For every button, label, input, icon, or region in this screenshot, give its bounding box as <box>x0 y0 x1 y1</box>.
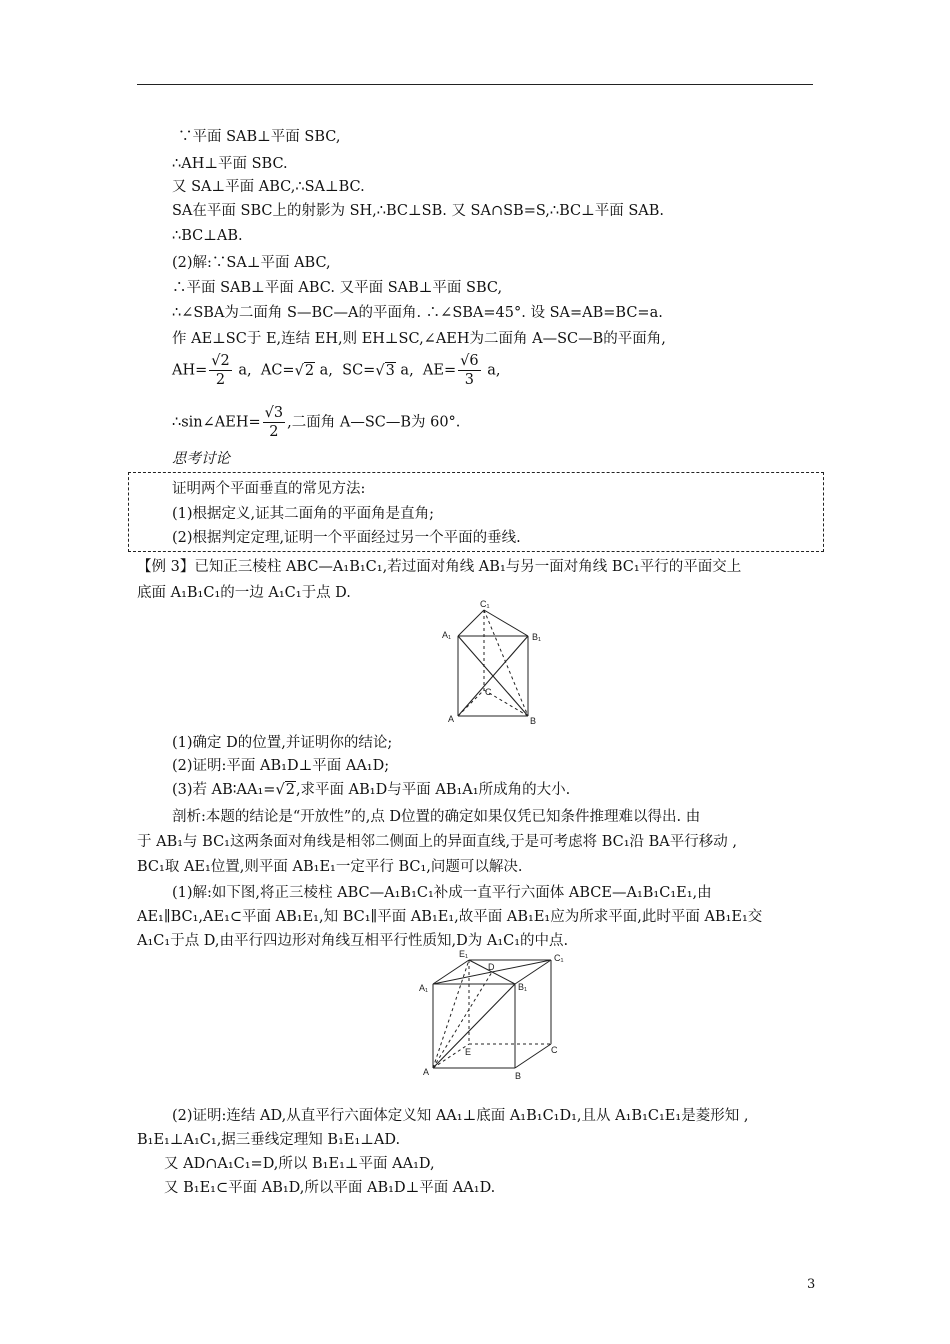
radical: √2 <box>275 782 295 798</box>
question-line: (2)证明:平面 AB₁D⊥平面 AA₁D; <box>172 758 390 774</box>
discussion-title: 思考讨论 <box>172 451 230 467</box>
formula-sc-label: SC= <box>342 362 376 379</box>
text-line: ∴∠SBA为二面角 S—BC—A的平面角. ∴∠SBA=45°. 设 SA=AB=BC=a. <box>172 305 663 321</box>
label-b1: B₁ <box>518 982 528 992</box>
text-line: ∴BC⊥AB. <box>172 228 243 244</box>
formula-unit: a, <box>487 362 501 379</box>
label-c1: C₁ <box>554 953 564 963</box>
analysis-line: A₁C₁于点 D,由平行四边形对角线互相平行性质知,D为 A₁C₁的中点. <box>137 933 569 949</box>
fraction-numerator: √2 <box>211 353 230 369</box>
formula-prefix: ∴sin∠AEH= <box>172 414 261 431</box>
label-a1: A₁ <box>442 630 452 640</box>
text-line: 作 AE⊥SC于 E,连结 EH,则 EH⊥SC,∠AEH为二面角 A—SC—B的平面角, <box>172 331 666 347</box>
text-line: SA在平面 SBC上的射影为 SH,∴BC⊥SB. 又 SA∩SB=S,∴BC⊥平面 SAB. <box>172 203 665 219</box>
label-e: E <box>465 1047 472 1057</box>
question-line <box>172 780 570 800</box>
analysis-line: (1)解:如下图,将正三棱柱 ABC—A₁B₁C₁补成一直平行六面体 ABCE—A₁B₁C₁E₁,由 <box>172 885 712 901</box>
example-line: 底面 A₁B₁C₁的一边 A₁C₁于点 D. <box>137 585 351 601</box>
formula-ac-label: AC= <box>260 362 295 379</box>
text-line: ∴平面 SAB⊥平面 ABC. 又平面 SAB⊥平面 SBC, <box>172 280 503 296</box>
label-c: C <box>485 687 492 697</box>
proof-line: B₁E₁⊥A₁C₁,据三垂线定理知 B₁E₁⊥AD. <box>137 1132 401 1148</box>
formula-lengths <box>172 352 500 389</box>
text-line: 又 SA⊥平面 ABC,∴SA⊥BC. <box>172 179 365 195</box>
example-line: 【例 3】已知正三棱柱 ABC—A₁B₁C₁,若过面对角线 AB₁与另一面对角线 BC₁平行的平面交上 <box>137 559 742 575</box>
page-number: 3 <box>807 1277 816 1292</box>
box-line: 证明两个平面垂直的常见方法: <box>172 481 366 497</box>
q3-suffix: ,求平面 AB₁D与平面 AB₁A₁所成角的大小. <box>295 782 571 798</box>
label-a1: A₁ <box>419 983 429 993</box>
label-d: D <box>488 962 495 972</box>
fraction <box>458 352 480 389</box>
fraction-denominator: 2 <box>269 424 279 440</box>
label-b: B <box>530 716 537 726</box>
fraction-denominator: 3 <box>464 372 474 388</box>
fraction-denominator: 2 <box>215 372 226 388</box>
label-e1: E₁ <box>459 949 469 959</box>
label-b: B <box>515 1071 522 1081</box>
question-line: (1)确定 D的位置,并证明你的结论; <box>172 735 393 751</box>
text-line: ∴AH⊥平面 SBC. <box>172 156 288 172</box>
formula-ah-label: AH= <box>172 362 208 379</box>
box-line: (1)根据定义,证其二面角的平面角是直角; <box>172 506 435 522</box>
radical: √3 <box>375 362 395 379</box>
text-line: (2)解:∵SA⊥平面 ABC, <box>172 255 331 271</box>
analysis-line: 于 AB₁与 BC₁这两条面对角线是相邻二侧面上的异面直线,于是可考虑将 BC₁沿 BA平行移动 , <box>137 834 737 850</box>
box-line: (2)根据判定定理,证明一个平面经过另一个平面的垂线. <box>172 530 521 546</box>
formula-unit: a, <box>400 362 414 379</box>
radicand: 3 <box>385 362 395 379</box>
formula-suffix: ,二面角 A—SC—B为 60°. <box>287 414 461 431</box>
proof-line: (2)证明:连结 AD,从直平行六面体定义知 AA₁⊥底面 A₁B₁C₁D₁,且从 A₁B₁C₁E₁是菱形知 , <box>172 1108 749 1124</box>
radicand: 2 <box>304 362 315 379</box>
label-a: A <box>448 714 455 724</box>
fraction-numerator: √6 <box>460 353 479 369</box>
fraction <box>209 352 231 389</box>
formula-ae-label: AE= <box>422 362 457 379</box>
label-b1: B₁ <box>532 632 542 642</box>
radical: √2 <box>294 362 315 379</box>
label-a: A <box>423 1067 430 1077</box>
text-line: ∵平面 SAB⊥平面 SBC, <box>178 129 341 145</box>
formula-unit: a, <box>238 362 252 379</box>
radicand: 2 <box>285 782 295 798</box>
q3-prefix: (3)若 AB∶AA₁= <box>172 782 276 798</box>
formula-sine <box>172 404 460 441</box>
proof-line: 又 B₁E₁⊂平面 AB₁D,所以平面 AB₁D⊥平面 AA₁D. <box>164 1180 496 1196</box>
label-c1: C₁ <box>480 599 490 609</box>
parallelepiped-figure <box>415 948 575 1083</box>
analysis-line: 剖析:本题的结论是“开放性”的,点 D位置的确定如果仅凭已知条件推理难以得出. 由 <box>172 809 701 825</box>
prism-figure <box>430 598 550 728</box>
fraction-numerator: √3 <box>264 405 284 421</box>
proof-line: 又 AD∩A₁C₁=D,所以 B₁E₁⊥平面 AA₁D, <box>164 1156 435 1172</box>
analysis-line: BC₁取 AE₁位置,则平面 AB₁E₁一定平行 BC₁,问题可以解决. <box>137 859 523 875</box>
analysis-line: AE₁∥BC₁,AE₁⊂平面 AB₁E₁,知 BC₁∥平面 AB₁E₁,故平面 AB₁E₁应为所求平面,此时平面 AB₁E₁交 <box>137 909 763 925</box>
label-c: C <box>551 1045 558 1055</box>
fraction <box>263 404 285 441</box>
header-rule <box>137 84 813 85</box>
formula-unit: a, <box>319 362 333 379</box>
